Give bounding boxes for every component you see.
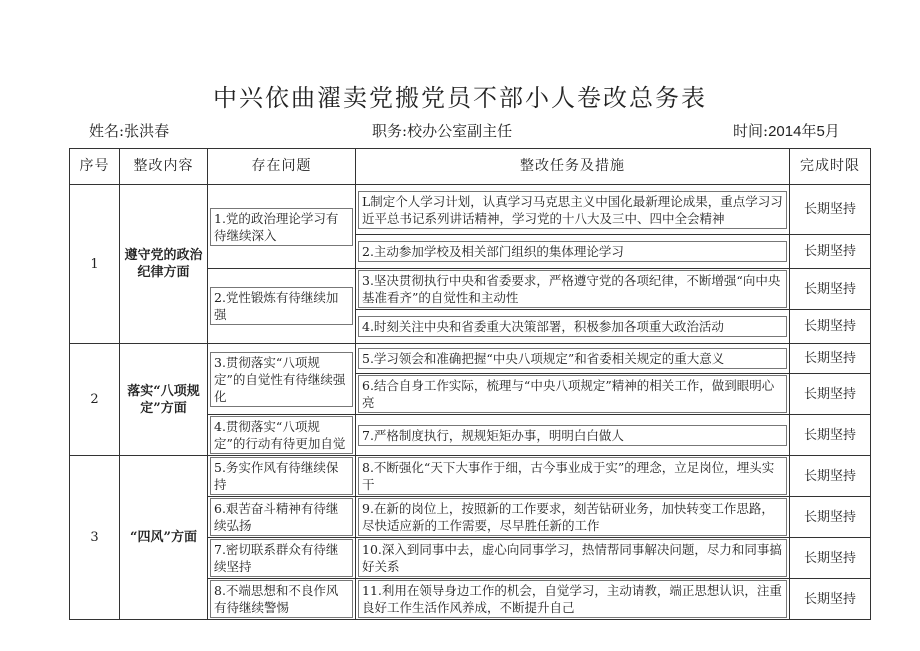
year-suffix: 年 bbox=[801, 122, 817, 140]
name-field bbox=[89, 120, 169, 141]
header-issue: 存在问题 bbox=[208, 149, 356, 185]
year-value: 2014 bbox=[768, 123, 802, 140]
time-field bbox=[733, 120, 840, 141]
deadline-cell: 长期坚持 bbox=[790, 579, 871, 620]
page-title: 中兴依曲濯卖党搬党员不部小人卷改总务表 bbox=[213, 84, 707, 112]
name-label: 姓名: bbox=[89, 122, 125, 140]
task-cell bbox=[356, 579, 790, 620]
task-text: 9.在新的岗位上，按照新的工作要求，刻苦钻研业务，加快转变工作思路，尽快适应新的工作需要，尽早胜任新的工作 bbox=[358, 498, 787, 536]
issue-text: 5.务实作风有待继续保持 bbox=[210, 457, 353, 495]
task-cell bbox=[356, 269, 790, 310]
content-cell: “四风”方面 bbox=[120, 456, 208, 620]
header-seq: 序号 bbox=[70, 149, 120, 185]
deadline-cell: 长期坚持 bbox=[790, 497, 871, 538]
task-cell bbox=[356, 456, 790, 497]
position-label: 职务: bbox=[372, 122, 408, 140]
task-text: 6.结合自身工作实际，梳理与“中央八项规定”精神的相关工作，做到眼明心亮 bbox=[358, 375, 787, 413]
task-cell bbox=[356, 415, 790, 456]
issue-cell bbox=[208, 456, 356, 497]
header-content: 整改内容 bbox=[120, 149, 208, 185]
issue-cell bbox=[208, 538, 356, 579]
seq-cell: 1 bbox=[70, 185, 120, 344]
deadline-cell: 长期坚持 bbox=[790, 235, 871, 269]
task-cell bbox=[356, 374, 790, 415]
task-text: 11.利用在领导身边工作的机会，自觉学习，主动请教，端正思想认识，注重良好工作生活作风养成，不断提升自己 bbox=[358, 580, 787, 618]
header-deadline: 完成时限 bbox=[790, 149, 871, 185]
task-text: 4.时刻关注中央和省委重大决策部署，积极参加各项重大政治活动 bbox=[358, 316, 787, 337]
issue-text: 4.贯彻落实“八项规定”的行动有待更加自觉 bbox=[210, 416, 353, 454]
position-value: 校办公室副主任 bbox=[407, 122, 513, 140]
deadline-cell: 长期坚持 bbox=[790, 538, 871, 579]
task-cell bbox=[356, 538, 790, 579]
issue-text: 8.不端思想和不良作风有待继续警惕 bbox=[210, 580, 353, 618]
table-row bbox=[70, 344, 871, 374]
table-row bbox=[70, 456, 871, 497]
name-value: 张洪春 bbox=[124, 122, 170, 140]
task-text: 7.严格制度执行，规规矩矩办事，明明白白做人 bbox=[358, 425, 787, 446]
deadline-cell: 长期坚持 bbox=[790, 185, 871, 235]
task-text: 5.学习领会和准确把握“中央八项规定”和省委相关规定的重大意义 bbox=[358, 348, 787, 369]
issue-cell bbox=[208, 269, 356, 344]
month-value: 5 bbox=[816, 123, 825, 140]
task-cell bbox=[356, 310, 790, 344]
deadline-cell: 长期坚持 bbox=[790, 310, 871, 344]
month-suffix: 月 bbox=[824, 122, 840, 140]
seq-cell: 3 bbox=[70, 456, 120, 620]
task-cell bbox=[356, 185, 790, 235]
task-cell bbox=[356, 344, 790, 374]
task-cell bbox=[356, 235, 790, 269]
deadline-cell: 长期坚持 bbox=[790, 269, 871, 310]
rectification-table bbox=[69, 148, 871, 620]
task-text: 2.主动参加学校及相关部门组织的集体理论学习 bbox=[358, 241, 787, 262]
content-cell: 遵守党的政治纪律方面 bbox=[120, 185, 208, 344]
seq-cell: 2 bbox=[70, 344, 120, 456]
table-header-row bbox=[70, 149, 871, 185]
issue-text: 1.党的政治理论学习有待继续深入 bbox=[210, 208, 353, 246]
task-text: 8.不断强化“天下大事作于细，古今事业成于实”的理念，立足岗位，埋头实干 bbox=[358, 457, 787, 495]
deadline-cell: 长期坚持 bbox=[790, 374, 871, 415]
time-label: 时间: bbox=[733, 122, 769, 140]
issue-text: 7.密切联系群众有待继续坚持 bbox=[210, 539, 353, 577]
issue-cell bbox=[208, 497, 356, 538]
deadline-cell: 长期坚持 bbox=[790, 456, 871, 497]
task-text: 10.深入到同事中去，虚心向同事学习，热情帮同事解决问题，尽力和同事搞好关系 bbox=[358, 539, 787, 577]
deadline-cell: 长期坚持 bbox=[790, 344, 871, 374]
header-task: 整改任务及措施 bbox=[356, 149, 790, 185]
content-cell: 落实“八项规定”方面 bbox=[120, 344, 208, 456]
issue-cell bbox=[208, 415, 356, 456]
task-text: 3.坚决贯彻执行中央和省委要求，严格遵守党的各项纪律，不断增强“向中央基准看齐”的自觉性和主动性 bbox=[358, 270, 787, 308]
issue-text: 6.艰苦奋斗精神有待继续弘扬 bbox=[210, 498, 353, 536]
task-cell bbox=[356, 497, 790, 538]
position-field bbox=[372, 120, 512, 141]
issue-cell bbox=[208, 344, 356, 415]
task-text: L制定个人学习计划，认真学习马克思主义中国化最新理论成果，重点学习习近平总书记系列讲话精神，学习党的十八大及三中、四中全会精神 bbox=[358, 191, 787, 229]
table-row bbox=[70, 185, 871, 235]
issue-cell bbox=[208, 579, 356, 620]
deadline-cell: 长期坚持 bbox=[790, 415, 871, 456]
issue-text: 3.贯彻落实“八项规定”的自觉性有待继续强化 bbox=[210, 352, 353, 407]
issue-text: 2.党性锻炼有待继续加强 bbox=[210, 287, 353, 325]
issue-cell bbox=[208, 185, 356, 269]
